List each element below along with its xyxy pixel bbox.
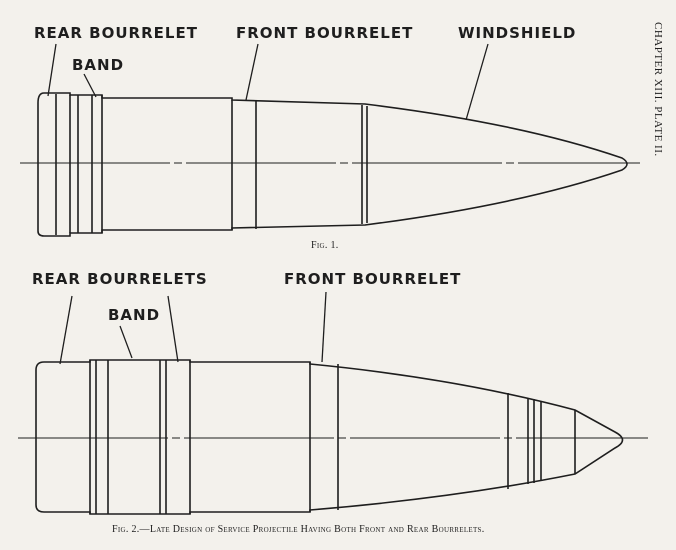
fig1-leader-band: [84, 74, 96, 97]
fig1-label-windshield: WINDSHIELD: [458, 24, 577, 42]
fig1-caption: Fig. 1.: [311, 240, 339, 251]
fig1-leader-windshield: [466, 44, 488, 120]
fig1-leader-front-bourrelet: [246, 44, 258, 100]
fig1-label-front-bourrelet: FRONT BOURRELET: [236, 24, 414, 42]
fig2-caption: Fig. 2.—Late Design of Service Projectile Having Both Front and Rear Bourrelets.: [112, 524, 485, 535]
fig2-projectile: [18, 292, 648, 514]
fig1-leader-rear-bourrelet: [48, 44, 56, 96]
plate-side-title: CHAPTER XIII. PLATE II.: [652, 22, 664, 157]
fig2-leader-band: [120, 326, 132, 358]
fig2-leader-rear-bourrelet-left: [60, 296, 72, 364]
fig2-label-band: BAND: [108, 306, 161, 324]
fig2-leader-front-bourrelet: [322, 292, 326, 362]
fig2-label-front-bourrelet: FRONT BOURRELET: [284, 270, 462, 288]
fig1-body-outline: [38, 93, 627, 236]
fig2-leader-rear-bourrelet-right: [168, 296, 178, 362]
fig1-label-rear-bourrelet: REAR BOURRELET: [34, 24, 198, 42]
fig1-label-band: BAND: [72, 56, 125, 74]
fig2-label-rear-bourrelets: REAR BOURRELETS: [32, 270, 208, 288]
